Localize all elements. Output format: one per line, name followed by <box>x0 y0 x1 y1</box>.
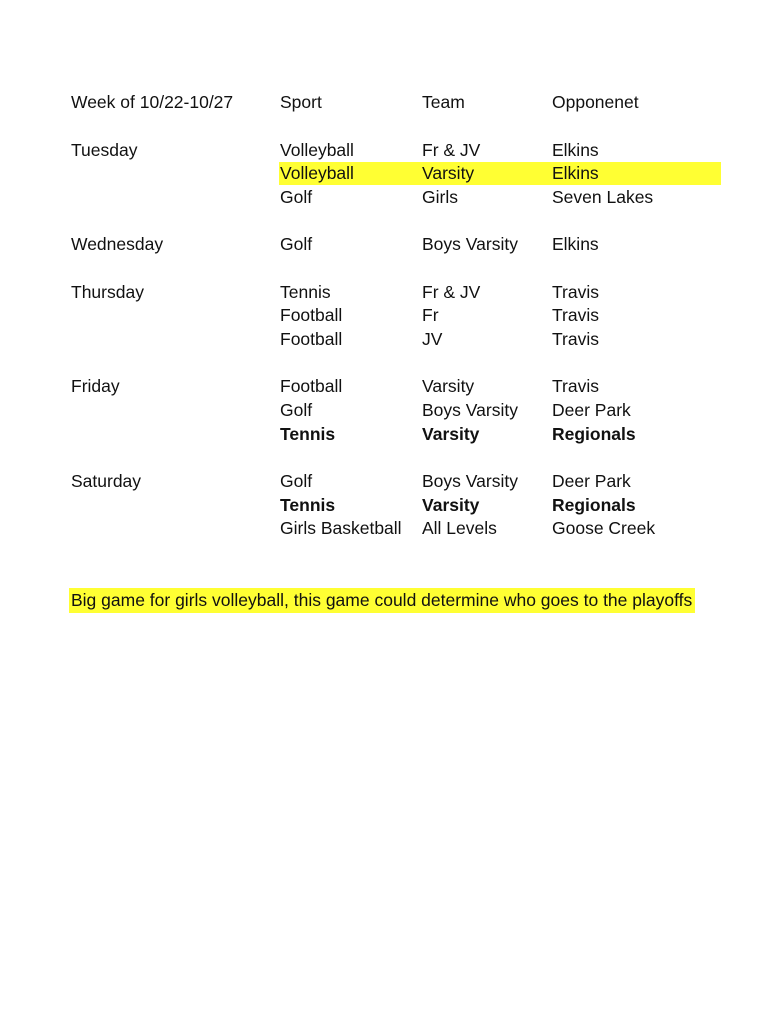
table-row <box>70 399 694 422</box>
day-label-friday: Friday <box>71 376 120 396</box>
opponent-cell: Deer Park <box>552 400 631 420</box>
team-cell: Boys Varsity <box>422 471 518 491</box>
sport-cell: Golf <box>280 234 313 254</box>
team-cell: Fr & JV <box>422 140 481 160</box>
table-row <box>70 304 694 327</box>
opponent-cell: Seven Lakes <box>552 187 654 207</box>
sport-cell: Volleyball <box>280 163 354 183</box>
day-label-tuesday: Tuesday <box>71 140 138 160</box>
day-label-saturday: Saturday <box>71 471 142 491</box>
table-row <box>70 517 694 540</box>
opponent-cell: Travis <box>552 305 599 325</box>
sport-cell: Football <box>280 329 343 349</box>
table-row <box>70 328 694 351</box>
opponent-cell: Travis <box>552 282 599 302</box>
table-row-bold <box>70 423 694 446</box>
table-row <box>70 233 694 256</box>
sport-cell: Golf <box>280 187 313 207</box>
team-cell: Fr & JV <box>422 282 481 302</box>
team-cell: Boys Varsity <box>422 234 518 254</box>
note-text: Big game for girls volleyball, this game could determine who goes to the playoffs <box>71 590 693 610</box>
sport-cell: Tennis <box>280 282 331 302</box>
header-row <box>70 91 694 114</box>
week-label: Week of 10/22-10/27 <box>71 92 234 112</box>
sport-cell: Tennis <box>280 424 336 444</box>
team-cell: Varsity <box>422 163 475 183</box>
table-row <box>70 470 694 493</box>
table-row <box>70 281 694 304</box>
team-cell: Varsity <box>422 376 475 396</box>
opponent-cell: Regionals <box>552 424 636 444</box>
team-cell: Varsity <box>422 495 480 515</box>
opponent-cell: Regionals <box>552 495 636 515</box>
team-cell: Boys Varsity <box>422 400 518 420</box>
table-row <box>70 139 694 162</box>
team-cell: Varsity <box>422 424 480 444</box>
opponent-cell: Deer Park <box>552 471 631 491</box>
sport-cell: Golf <box>280 400 313 420</box>
table-row-highlighted <box>70 162 694 185</box>
team-cell: Girls <box>422 187 458 207</box>
opponent-cell: Goose Creek <box>552 518 656 538</box>
table-row <box>70 186 694 209</box>
opponent-cell: Elkins <box>552 140 599 160</box>
opponent-column-header: Opponenet <box>552 92 639 112</box>
sport-cell: Tennis <box>280 495 336 515</box>
team-column-header: Team <box>422 92 465 112</box>
team-cell: JV <box>422 329 443 349</box>
sport-cell: Girls Basketball <box>280 518 402 538</box>
day-label-wednesday: Wednesday <box>71 234 164 254</box>
sport-cell: Golf <box>280 471 313 491</box>
sport-cell: Football <box>280 305 343 325</box>
note-highlight <box>69 588 695 613</box>
table-row-bold <box>70 494 694 517</box>
sport-column-header: Sport <box>280 92 322 112</box>
opponent-cell: Elkins <box>552 234 599 254</box>
opponent-cell: Travis <box>552 329 599 349</box>
opponent-cell: Elkins <box>552 163 599 183</box>
day-label-thursday: Thursday <box>71 282 144 302</box>
team-cell: Fr <box>422 305 439 325</box>
sport-cell: Football <box>280 376 343 396</box>
opponent-cell: Travis <box>552 376 599 396</box>
table-row <box>70 375 694 398</box>
sport-cell: Volleyball <box>280 140 354 160</box>
team-cell: All Levels <box>422 518 497 538</box>
